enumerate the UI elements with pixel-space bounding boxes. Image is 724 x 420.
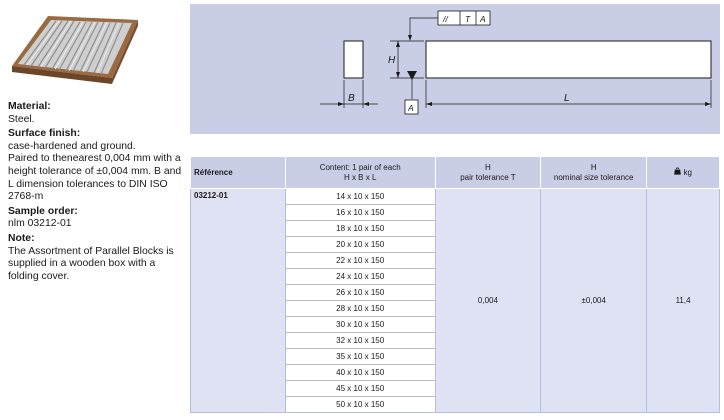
size-cell: 30 x 10 x 150 [285,317,435,333]
table-row [191,189,720,205]
size-cell: 32 x 10 x 150 [285,333,435,349]
tolerance-text: Paired to thenearest 0,004 mm with a height tolerance of ±0,004 mm. B and L dimension tolerances to DIN ISO 2768-m [8,153,182,203]
sample-order-text: nlm 03212-01 [8,218,72,230]
spec-table [190,156,720,413]
dimension-drawing [190,4,720,134]
table-body [191,189,720,413]
datum-label: A [408,103,414,113]
header-nominal-tolerance: H nominal size tolerance [541,157,647,189]
size-cell: 20 x 10 x 150 [285,237,435,253]
frame-datum-label: A [480,14,486,24]
nominal-tolerance-cell: ±0,004 [541,189,647,413]
pair-tolerance-cell: 0,004 [435,189,541,413]
label-h: H [388,55,396,66]
size-cell: 16 x 10 x 150 [285,205,435,221]
technical-drawing [190,4,720,134]
size-cell: 18 x 10 x 150 [285,221,435,237]
product-info [8,101,186,283]
label-l: L [564,93,570,104]
note-text: The Assortment of Parallel Blocks is supplied in a wooden box with a folding cover. [8,245,174,282]
material-text: Steel. [8,113,35,125]
weight-cell: 11,4 [647,189,720,413]
reference-cell: 03212-01 [191,189,286,413]
header-weight: kg [647,157,720,189]
material-heading: Material: [8,101,51,112]
product-photo [8,4,140,84]
header-pair-tolerance: H pair tolerance T [435,157,541,189]
size-cell: 28 x 10 x 150 [285,301,435,317]
tolerance-label: T [465,14,471,24]
size-cell: 50 x 10 x 150 [285,397,435,413]
label-b: B [348,93,355,104]
size-cell: 26 x 10 x 150 [285,285,435,301]
header-content: Content: 1 pair of each H x B x L [285,157,435,189]
weight-icon [674,167,681,175]
size-cell: 22 x 10 x 150 [285,253,435,269]
surface-finish-heading: Surface finish: [8,128,81,140]
sample-order-heading: Sample order: [8,205,78,217]
size-cell: 35 x 10 x 150 [285,349,435,365]
size-cell: 14 x 10 x 150 [285,189,435,205]
size-cell: 40 x 10 x 150 [285,365,435,381]
parallelism-symbol: // [443,14,448,24]
block-side-view [426,41,711,78]
note-heading: Note: [8,232,35,244]
table-header-row [191,157,720,189]
block-end-view [344,41,363,78]
size-cell: 45 x 10 x 150 [285,381,435,397]
size-cell: 24 x 10 x 150 [285,269,435,285]
header-reference: Référence [191,157,286,189]
surface-finish-text: case-hardened and ground. [8,140,136,152]
